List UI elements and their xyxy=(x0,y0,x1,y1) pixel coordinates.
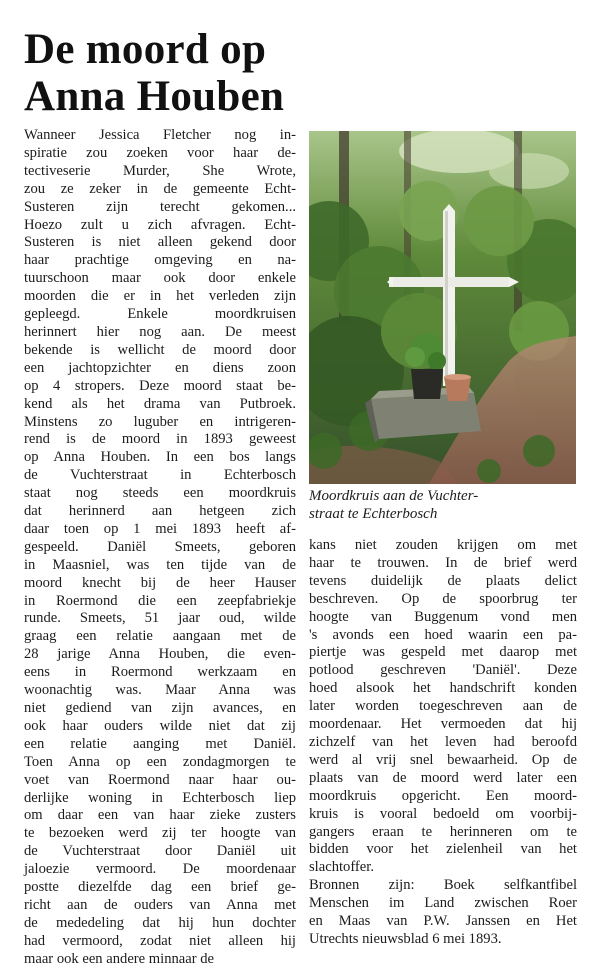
right-column-line: Bronnen zijn: Boek selfkantfibel xyxy=(309,877,577,894)
left-column-line: runde. Smeets, 51 jaar oud, wilde xyxy=(24,610,296,627)
left-column-line: haar prachtige omgeving en na- xyxy=(24,252,296,269)
left-column-line: op Anna Houben. In een bos langs xyxy=(24,449,296,466)
left-column-line: tuurschoon maar ook door enkele xyxy=(24,270,296,287)
left-column-line: jaloezie vermoord. De moordenaar xyxy=(24,861,296,878)
left-column-line: een jachtopzichter en diens zoon xyxy=(24,359,296,376)
left-column-line: Wanneer Jessica Fletcher nog in- xyxy=(24,127,296,143)
right-column-line: en Maas van P.W. Janssen en Het xyxy=(309,913,577,930)
right-column-line: Utrechts nieuwsblad 6 mei 1893. xyxy=(309,930,502,947)
left-column-line: een relatie aanging met Daniël. xyxy=(24,735,296,752)
left-column-line: gespeeld. Daniël Smeets, geboren xyxy=(24,538,296,555)
left-column-line: niet gediend van zijn avances, en xyxy=(24,700,296,716)
left-column-line: derlijke woning in Echterbosch liep xyxy=(24,789,296,806)
right-column-line: later worden toegeschreven aan de xyxy=(309,698,577,715)
left-column-line: Susteren zijn terecht gekomen... xyxy=(24,198,296,215)
left-column-line: de Vuchterstraat in Echterbosch xyxy=(24,467,296,484)
left-column-line: spiratie zou zoeken voor haar de- xyxy=(24,144,296,161)
memorial-cross-photo xyxy=(309,131,576,484)
right-column-line: hoed alsook het handschrift konden xyxy=(309,680,577,697)
left-column-line: richt aan de ouders van Anna met xyxy=(24,896,296,913)
left-column-line: Toen Anna op een zondagmorgen te xyxy=(24,753,296,770)
left-column-line: Susteren is niet alleen gekend door xyxy=(24,234,296,251)
left-column-line: 28 jarige Anna Houben, die even- xyxy=(24,646,296,663)
left-column-line: te bezoeken werd zij ter hoogte van xyxy=(24,825,296,842)
right-column-line: Menschen im Land zwischen Roer xyxy=(309,895,577,912)
left-column-line: daar toen op 1 mei 1893 heeft af- xyxy=(24,520,296,537)
right-column-line: gangers eraan te herinneren om te xyxy=(309,823,577,840)
right-column-line: bidden voor het zielenheil van het xyxy=(309,841,577,858)
left-column-line: herinnert hier nog aan. De meest xyxy=(24,323,296,340)
left-column-line: Hoezo zult u zich afvragen. Echt- xyxy=(24,216,296,233)
photo-caption xyxy=(309,488,579,523)
left-column-line: postte diezelfde dag een brief ge- xyxy=(24,879,296,896)
right-column-line: kans niet zouden krijgen om met xyxy=(309,537,577,553)
article-title xyxy=(24,26,584,120)
right-column-line: beschreven. Op de spoorbrug ter xyxy=(309,590,577,607)
right-column-line: slachtoffer. xyxy=(309,859,374,876)
right-column-line: tevens duidelijk de plaats delict xyxy=(309,572,577,589)
caption-line: Moordkruis aan de Vuchter- xyxy=(309,488,479,504)
left-column-line: op 4 stropers. Deze moord staat be- xyxy=(24,377,296,394)
left-column-line: voet van Roermond naar haar ou- xyxy=(24,771,296,788)
left-column-line: moorden die er in het verleden zijn xyxy=(24,288,296,305)
left-column-line: tectiveserie Murder, She Wrote, xyxy=(24,162,296,179)
left-column-line: moord knecht bij de heer Hauser xyxy=(24,574,296,591)
right-column-line: 's avonds een hoed waarin een pa- xyxy=(309,626,577,643)
article-column-right xyxy=(309,537,577,949)
left-column-line: rend is de moord in 1893 geweest xyxy=(24,431,296,448)
right-column-line: zichzelf van het leven had beroofd xyxy=(309,733,577,750)
left-column-line: kend als het drama van Putbroek. xyxy=(24,395,296,412)
right-column-line: moordenaar. Het vermoeden dat hij xyxy=(309,716,577,733)
left-column-line: Minstens zo luguber en intrigeren- xyxy=(24,413,296,430)
left-column-line: zou ze zeker in de gemeente Echt- xyxy=(24,180,296,197)
left-column-line: de Vuchterstraat door Daniël uit xyxy=(24,843,296,860)
left-column-line: graag een relatie aangaan met de xyxy=(24,628,296,645)
left-column-line: maar ook een andere minnaar de xyxy=(24,950,215,967)
left-column-line: bekende is wellicht de moord door xyxy=(24,341,296,358)
left-column-line: staat nog steeds een moordkruis xyxy=(24,485,296,502)
cross-photo-illustration xyxy=(309,131,576,484)
left-column-line: dat herinnerd aan hetgeen zich xyxy=(24,503,296,520)
left-column-line: de mededeling dat hij hun dochter xyxy=(24,914,296,931)
right-column-line: hoogte van Buggenum vond men xyxy=(309,608,577,625)
title-line-1: De moord op xyxy=(24,26,267,73)
left-column-line: om daar een van haar zieke zusters xyxy=(24,807,296,824)
left-column-line: in Maasniel, was ten tijde van de xyxy=(24,556,296,573)
left-column-line: had vermoord, zodat niet alleen hij xyxy=(24,932,296,949)
right-column-line: plaats van de moord werd later een xyxy=(309,769,577,786)
article-column-left xyxy=(24,127,296,969)
title-line-2: Anna Houben xyxy=(24,73,285,120)
left-column-line: eens in Roermond werkzaam en xyxy=(24,664,296,681)
caption-line: straat te Echterbosch xyxy=(309,505,438,522)
left-column-line: ook haar ouders wilde niet dat zij xyxy=(24,717,296,734)
right-column-line: potlood geschreven 'Daniël'. Deze xyxy=(309,662,577,679)
left-column-line: woonachtig was. Maar Anna was xyxy=(24,682,296,699)
right-column-line: moordkruis opgericht. Een moord- xyxy=(309,787,577,804)
left-column-line: gepleegd. Enkele moordkruisen xyxy=(24,306,296,323)
left-column-line: in Roermond die een zeepfabriekje xyxy=(24,592,296,609)
right-column-line: kruis is vooral bedoeld om voorbij- xyxy=(309,805,577,822)
right-column-line: piertje was gespeld met daarop met xyxy=(309,644,577,661)
right-column-line: werd al vrij snel bewaarheid. Op de xyxy=(309,751,577,768)
right-column-line: haar te trouwen. In de brief werd xyxy=(309,554,577,571)
